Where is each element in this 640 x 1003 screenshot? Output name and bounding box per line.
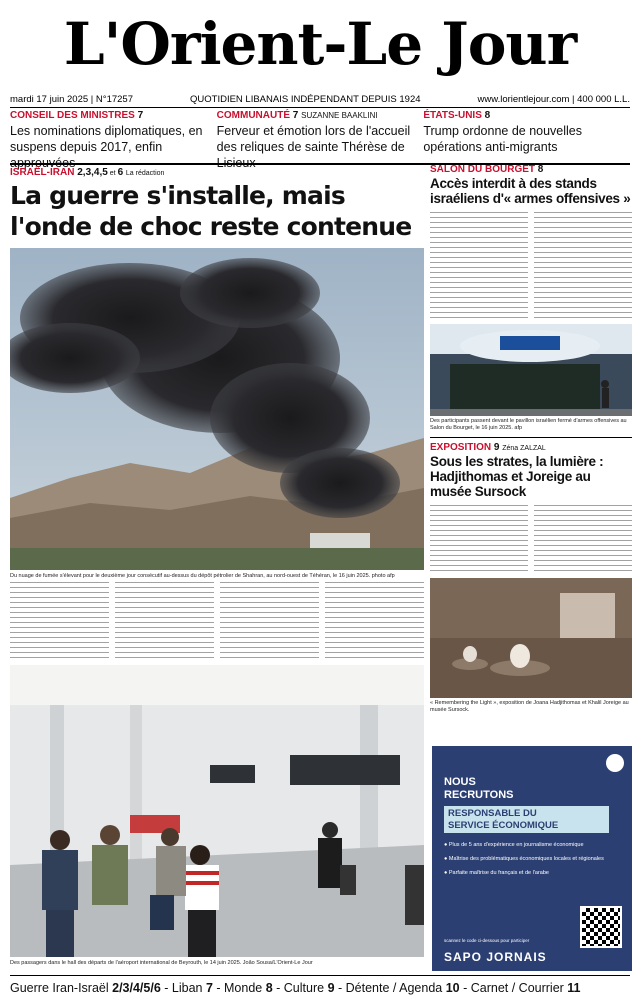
story-headline: Sous les strates, la lumière : Hadjithomas et Joreige au musée Sursock	[430, 454, 604, 499]
index-item[interactable]: - Carnet / Courrier 11	[459, 981, 581, 995]
lead-pages: 2,3,4,5	[77, 167, 108, 178]
teaser-kicker: ÉTATS-UNIS	[423, 110, 482, 121]
index-item[interactable]: - Liban 7	[160, 981, 213, 995]
website-price[interactable]: www.lorientlejour.com | 400 000 L.L.	[477, 93, 630, 105]
photo-caption: Des participants passent devant le pavillon israélien fermé d'armes offensives au Salon du Bourget, le 16 juin 2025. afp	[430, 418, 627, 431]
dateline	[10, 92, 630, 106]
index-item[interactable]: - Détente / Agenda 10	[334, 981, 460, 995]
bourget-photo[interactable]	[430, 324, 632, 416]
teaser-conseil[interactable]	[10, 110, 217, 162]
story-kicker: SALON DU BOURGET	[430, 164, 535, 175]
tagline: QUOTIDIEN LIBANAIS INDÉPENDANT DEPUIS 1924	[190, 93, 421, 105]
smoke-image	[10, 248, 424, 570]
index-item[interactable]: - Culture 9	[272, 981, 335, 995]
ad-footer: SAPO JORNAIS	[444, 950, 547, 964]
issue-date: mardi 17 juin 2025 | N°17257	[10, 93, 133, 105]
story-page: 9	[493, 442, 500, 453]
museum-photo[interactable]	[430, 578, 632, 698]
divider	[10, 975, 630, 976]
lead-section: ISRAËL-IRAN	[10, 167, 75, 178]
index-item[interactable]: - Monde 8	[212, 981, 273, 995]
lead-page-last: 6	[117, 167, 124, 178]
story-text	[430, 505, 632, 573]
teaser-kicker: CONSEIL DES MINISTRES	[10, 110, 135, 121]
lead-headline[interactable]: La guerre s'installe, mais l'onde de choc reste contenue	[10, 181, 412, 241]
teaser-kicker: COMMUNAUTÉ	[216, 110, 290, 121]
photo-caption: « Remembering the Light », exposition de Joana Hadjithomas et Khalil Joreige au musée Sursock.	[430, 700, 629, 713]
ad-bullet: ● Plus de 5 ans d'expérience en journalisme économique	[444, 842, 584, 848]
story-text	[430, 212, 632, 318]
newspaper-logo[interactable]: L'Orient-Le Jour	[63, 10, 577, 78]
masthead	[0, 0, 640, 88]
teaser-author: SUZANNE BAAKLINI	[301, 111, 378, 120]
index-item[interactable]: Guerre Iran-Israël 2/3/4/5/6	[10, 981, 161, 995]
lead-article-text[interactable]	[10, 582, 424, 660]
story-kicker: EXPOSITION	[430, 442, 492, 453]
teaser-row	[10, 110, 630, 162]
teaser-text: Trump ordonne de nouvelles opérations anti-migrants	[423, 124, 583, 154]
ad-title: NOUS RECRUTONS	[444, 776, 514, 801]
teaser-communaute[interactable]	[217, 110, 424, 162]
teaser-text: Ferveur et émotion lors de l'accueil des reliques de sainte Thérèse de	[216, 124, 411, 154]
sidebar	[430, 164, 632, 714]
teaser-page: 8	[484, 110, 491, 121]
olj-logo-icon	[606, 754, 624, 772]
photo-caption: Du nuage de fumée s'élevant pour le deuxième jour consécutif au-dessus du dépôt pétrolier de Shahran, au nord-ouest de Téhéran, le 16 juin 2025. photo afp	[10, 573, 395, 579]
ad-bullet: ● Parfaite maîtrise du français et de l'arabe	[444, 870, 549, 876]
lead-kicker: ISRAËL-IRAN 2,3,4,5 et 6 La rédaction	[10, 167, 165, 178]
story-bourget[interactable]	[430, 164, 632, 318]
page-index	[10, 978, 630, 998]
teaser-etats-unis[interactable]	[423, 110, 630, 162]
teaser-page: 7	[137, 110, 144, 121]
teaser-text: Les nominations diplomatiques, en suspens depuis 2017, enfin	[10, 124, 203, 154]
ad-position-banner: RESPONSABLE DU SERVICE ÉCONOMIQUE	[444, 806, 609, 833]
story-page: 8	[537, 164, 544, 175]
teaser-page: 7	[292, 110, 299, 121]
qr-code[interactable]	[580, 906, 622, 948]
story-author: Zéna ZALZAL	[502, 445, 546, 452]
divider	[10, 107, 630, 108]
lead-author: La rédaction	[125, 170, 165, 177]
ad-requirements	[444, 841, 624, 877]
pavilion-image	[430, 324, 632, 416]
story-headline: Accès interdit à des stands israéliens d'« armes offensives »	[430, 176, 631, 206]
photo-caption: Des passagers dans le hall des départs de l'aéroport international de Beyrouth, le 14 juin 2025. João Sousa/L'Orient-Le Jour	[10, 960, 313, 966]
divider	[430, 437, 632, 438]
museum-image	[430, 578, 632, 698]
recruitment-ad[interactable]	[432, 746, 632, 971]
airport-photo[interactable]	[10, 665, 424, 957]
ad-scan-text: scannez le code ci-dessous pour participer	[444, 938, 530, 943]
ad-bullet: ● Maîtrise des problématiques économiques locales et régionales	[444, 856, 604, 862]
airport-image	[10, 665, 424, 957]
story-exposition[interactable]	[430, 442, 632, 573]
smoke-photo[interactable]	[10, 248, 424, 570]
